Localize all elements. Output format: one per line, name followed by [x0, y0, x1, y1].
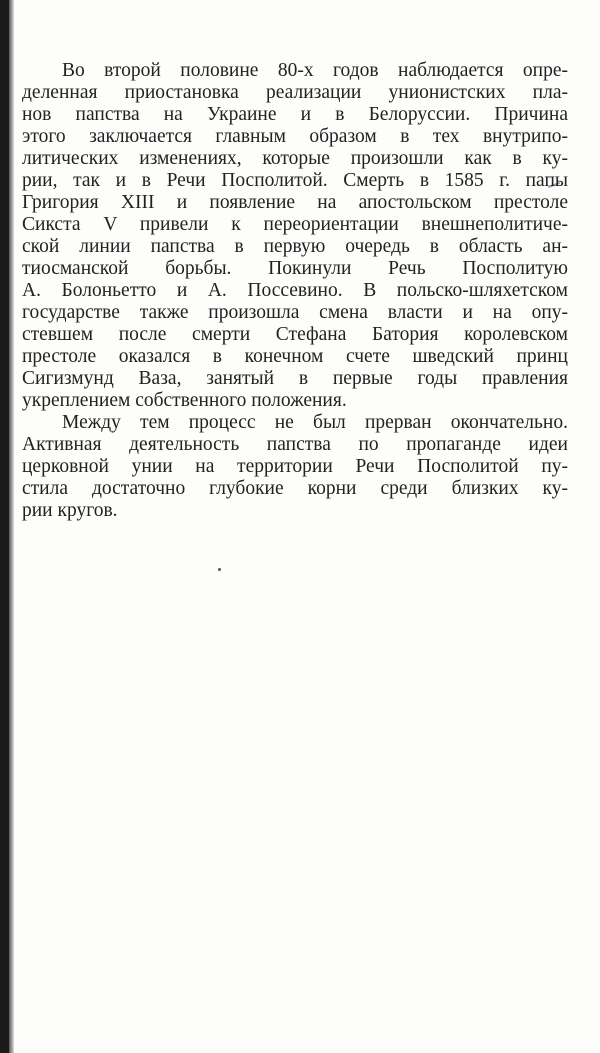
text-line: рии, так и в Речи Посполитой. Смерть в 1585 г. папы [22, 170, 568, 191]
scan-speck [218, 568, 221, 571]
book-gutter [9, 0, 14, 1053]
text-line: этого заключается главным образом в тех внутрипо- [22, 126, 568, 147]
book-spine-shadow [0, 0, 9, 1053]
text-line: нов папства на Украине и в Белоруссии. Причина [22, 104, 568, 125]
text-line: Сигизмунд Ваза, занятый в первые годы правления [22, 368, 568, 389]
paragraph-2 [22, 412, 568, 522]
text-line: церковной унии на территории Речи Посполитой пу- [22, 456, 568, 477]
text-line: престоле оказался в конечном счете шведский принц [22, 346, 568, 367]
text-line: Во второй половине 80-х годов наблюдается опре- [62, 60, 568, 81]
text-line: Григория XIII и появление на апостольском престоле [22, 192, 568, 213]
text-line: рии кругов. [22, 500, 118, 521]
text-line: стила достаточно глубокие корни среди близких ку- [22, 478, 568, 499]
text-line: Активная деятельность папства по пропаганде идеи [22, 434, 568, 455]
text-line: Сикста V привели к переориентации внешнеполитиче- [22, 214, 568, 235]
text-line: тиосманской борьбы. Покинули Речь Посполитую [22, 258, 568, 279]
page-text [22, 60, 568, 522]
text-line: государстве также произошла смена власти и на опу- [22, 302, 568, 323]
paragraph-1 [22, 60, 568, 412]
text-line: деленная приостановка реализации унионистских пла- [22, 82, 568, 103]
text-line: стевшем после смерти Стефана Батория королевском [22, 324, 568, 345]
text-line: А. Болоньетто и А. Поссевино. В польско-шляхетском [22, 280, 568, 301]
text-line: укреплением собственного положения. [22, 390, 347, 411]
text-line: литических изменениях, которые произошли как в ку- [22, 148, 568, 169]
text-line: ской линии папства в первую очередь в область ан- [22, 236, 568, 257]
text-line: Между тем процесс не был прерван окончательно. [62, 412, 568, 433]
